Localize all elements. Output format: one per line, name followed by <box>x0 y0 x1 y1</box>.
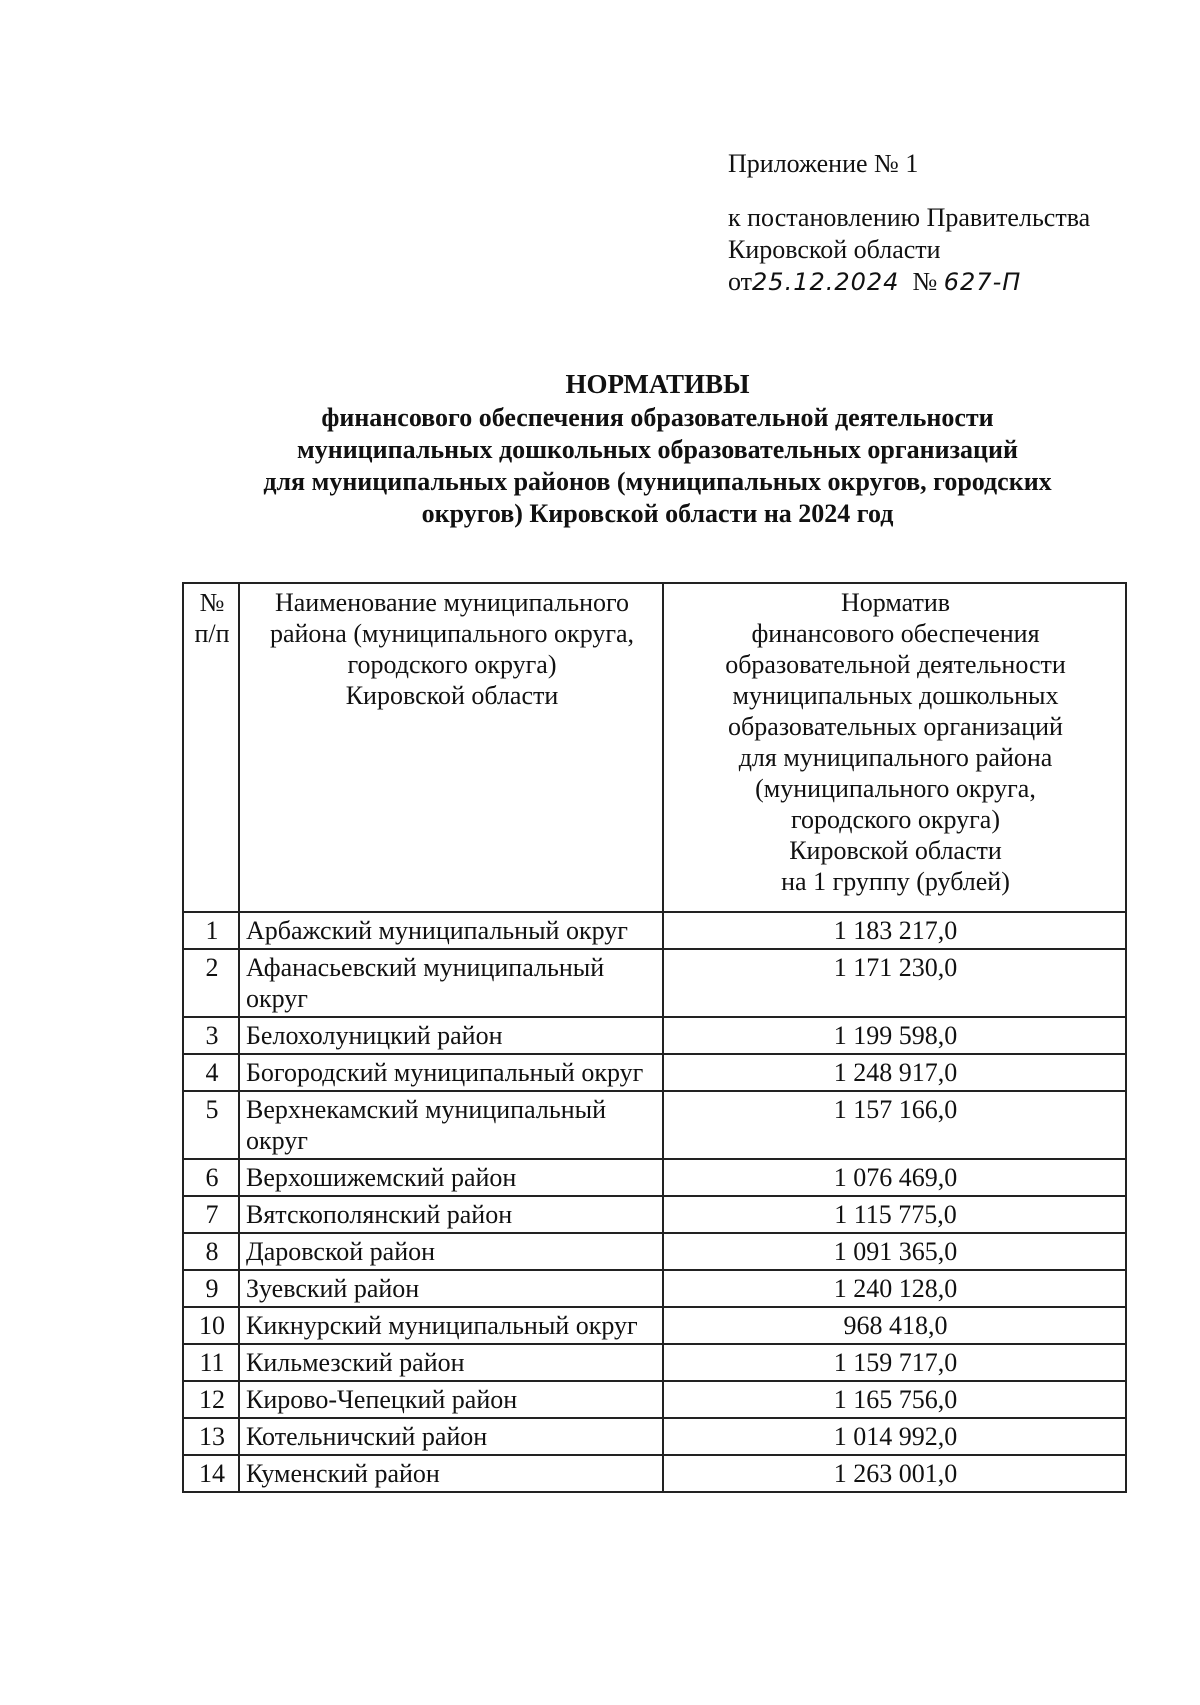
header-value-line: (муниципального округа, <box>755 774 1036 803</box>
row-number: 2 <box>183 949 239 1017</box>
table-row <box>183 1054 1126 1091</box>
row-district-name: Афанасьевский муниципальный округ <box>239 949 663 1017</box>
handwritten-date: 25.12.2024 <box>752 268 900 296</box>
row-norm-value: 1 248 917,0 <box>663 1054 1126 1091</box>
row-norm-value: 1 165 756,0 <box>663 1381 1126 1418</box>
table-row <box>183 1233 1126 1270</box>
row-district-name: Кирово-Чепецкий район <box>239 1381 663 1418</box>
table-row <box>183 1307 1126 1344</box>
row-norm-value: 1 157 166,0 <box>663 1091 1126 1159</box>
row-norm-value: 1 171 230,0 <box>663 949 1126 1017</box>
row-norm-value: 1 199 598,0 <box>663 1017 1126 1054</box>
table-row <box>183 1017 1126 1054</box>
table-body <box>183 912 1126 1492</box>
norms-table <box>182 582 1127 1493</box>
row-district-name: Котельничский район <box>239 1418 663 1455</box>
row-norm-value: 1 159 717,0 <box>663 1344 1126 1381</box>
row-number: 5 <box>183 1091 239 1159</box>
handwritten-number: 627-П <box>943 268 1022 296</box>
header-name-line: Наименование муниципального <box>274 588 630 617</box>
header-value-line: Кировской области <box>789 836 1002 865</box>
row-norm-value: 1 091 365,0 <box>663 1233 1126 1270</box>
header-value-line: муниципальных дошкольных <box>732 681 1059 710</box>
appendix-date-line <box>728 266 1168 298</box>
header-num-line: № <box>199 588 225 617</box>
header-value-line: образовательной деятельности <box>725 650 1066 679</box>
table-row <box>183 1196 1126 1233</box>
row-district-name: Куменский район <box>239 1455 663 1492</box>
header-num <box>183 583 239 912</box>
table-header-row <box>183 583 1126 912</box>
row-district-name: Кикнурский муниципальный округ <box>239 1307 663 1344</box>
row-norm-value: 1 076 469,0 <box>663 1159 1126 1196</box>
row-district-name: Даровской район <box>239 1233 663 1270</box>
table-row <box>183 1455 1126 1492</box>
row-district-name: Арбажский муниципальный округ <box>239 912 663 949</box>
header-value-line: образовательных организаций <box>728 712 1063 741</box>
header-value-line: на 1 группу (рублей) <box>781 867 1010 896</box>
row-number: 7 <box>183 1196 239 1233</box>
row-number: 13 <box>183 1418 239 1455</box>
header-name-line: городского округа) <box>347 650 557 679</box>
appendix-number: Приложение № 1 <box>728 149 919 178</box>
title-line-3: для муниципальных районов (муниципальных округов, городских <box>263 467 1052 496</box>
table-row <box>183 1418 1126 1455</box>
table-row <box>183 1091 1126 1159</box>
row-number: 8 <box>183 1233 239 1270</box>
row-norm-value: 1 240 128,0 <box>663 1270 1126 1307</box>
spacer <box>728 180 1168 202</box>
row-number: 1 <box>183 912 239 949</box>
table-row <box>183 1159 1126 1196</box>
appendix-block <box>728 148 1168 298</box>
header-value-line: финансового обеспечения <box>751 619 1040 648</box>
header-name-line: района (муниципального округа, <box>269 619 635 648</box>
header-value-line: Норматив <box>840 588 951 617</box>
row-number: 10 <box>183 1307 239 1344</box>
number-prefix: № <box>912 267 938 296</box>
row-number: 14 <box>183 1455 239 1492</box>
row-district-name: Богородский муниципальный округ <box>239 1054 663 1091</box>
row-norm-value: 968 418,0 <box>663 1307 1126 1344</box>
row-norm-value: 1 014 992,0 <box>663 1418 1126 1455</box>
table-row <box>183 912 1126 949</box>
header-num-line: п/п <box>194 619 230 648</box>
row-norm-value: 1 115 775,0 <box>663 1196 1126 1233</box>
row-norm-value: 1 263 001,0 <box>663 1455 1126 1492</box>
table-row <box>183 1381 1126 1418</box>
row-number: 4 <box>183 1054 239 1091</box>
title-line-2: муниципальных дошкольных образовательных организаций <box>297 435 1018 464</box>
date-prefix: от <box>728 267 753 296</box>
table-row <box>183 949 1126 1017</box>
document-title <box>120 368 1195 530</box>
table-row <box>183 1270 1126 1307</box>
header-name <box>239 583 663 912</box>
row-number: 6 <box>183 1159 239 1196</box>
appendix-region: Кировской области <box>728 235 941 264</box>
row-number: 9 <box>183 1270 239 1307</box>
row-district-name: Кильмезский район <box>239 1344 663 1381</box>
row-district-name: Вятскополянский район <box>239 1196 663 1233</box>
title-line-1: финансового обеспечения образовательной деятельности <box>321 403 994 432</box>
row-district-name: Верхошижемский район <box>239 1159 663 1196</box>
header-value-line: для муниципального района <box>738 743 1053 772</box>
table-row <box>183 1344 1126 1381</box>
row-norm-value: 1 183 217,0 <box>663 912 1126 949</box>
header-value-line: городского округа) <box>790 805 1000 834</box>
title-line-4: округов) Кировской области на 2024 год <box>421 499 894 528</box>
header-value <box>663 583 1126 912</box>
header-name-line: Кировской области <box>345 681 559 710</box>
appendix-resolution: к постановлению Правительства <box>728 203 1091 232</box>
row-district-name: Зуевский район <box>239 1270 663 1307</box>
row-district-name: Верхнекамский муниципальный округ <box>239 1091 663 1159</box>
row-district-name: Белохолуницкий район <box>239 1017 663 1054</box>
title-main: НОРМАТИВЫ <box>565 369 750 399</box>
row-number: 11 <box>183 1344 239 1381</box>
row-number: 12 <box>183 1381 239 1418</box>
row-number: 3 <box>183 1017 239 1054</box>
